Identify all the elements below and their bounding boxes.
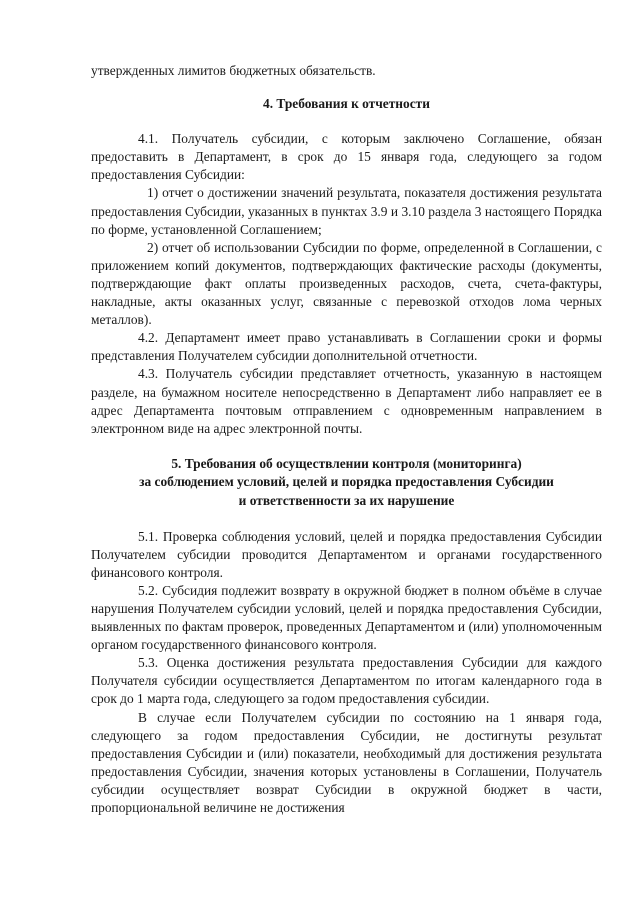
section-5-heading-line-1: 5. Требования об осуществлении контроля (мониторинга)	[171, 455, 522, 471]
paragraph-4-3: 4.3. Получатель субсидии представляет отчетность, указанную в настоящем разделе, на бумажном носителе непосредственно в Департамент либо направляет ее в адрес Департамента почтовым отправлением с одновременным направлением в электронном виде на адрес электронной почты.	[91, 366, 602, 436]
paragraph-4-1: 4.1. Получатель субсидии, с которым заключено Соглашение, обязан предоставить в Департамент, в срок до 15 января года, следующего за годом предоставления Субсидии:	[91, 131, 602, 183]
paragraph-5-1: 5.1. Проверка соблюдения условий, целей и порядка предоставления Субсидии Получателем субсидии проводится Департаментом и органами государственного финансового контроля.	[91, 528, 602, 580]
list-item-2: 2) отчет об использовании Субсидии по форме, определенной в Соглашении, с приложением копий документов, подтверждающих фактические расходы (документы, подтверждающие факт оплаты произведенных расходов, счета, счета-фактуры, накладные, акты оказанных услуг, связанные с перевозкой отходов лома черных металлов).	[91, 239, 602, 328]
section-5-heading-line-2: за соблюдением условий, целей и порядка предоставления Субсидии	[139, 474, 554, 490]
list-item-1: 1) отчет о достижении значений результата, показателя достижения результата предоставления Субсидии, указанных в пунктах 3.9 и 3.10 раздела 3 настоящего Порядка по форме, установленной Соглашением;	[91, 185, 602, 237]
section-5-heading-line-3: и ответственности за их нарушение	[238, 492, 455, 508]
paragraph-5-3: 5.3. Оценка достижения результата предоставления Субсидии для каждого Получателя субсидии осуществляется Департаментом по итогам календарного года в срок до 1 марта года, следующего за годом предоставления субсидии.	[91, 655, 602, 707]
paragraph-case: В случае если Получателем субсидии по состоянию на 1 января года, следующего за годом предоставления Субсидии, не достигнуты результат предоставления Субсидии и (или) показатели, необходимый для достижения результата предоставления Субсидии, значения которых установлены в Соглашении, Получатель субсидии осуществляет возврат Субсидии в окружной бюджет в части, пропорциональной величине не достижения	[91, 709, 602, 815]
paragraph-5-2: 5.2. Субсидия подлежит возврату в окружной бюджет в полном объёме в случае нарушения Получателем субсидии условий, целей и порядка предоставления Субсидии, выявленных по фактам проверок, проведенных Департаментом и (или) уполномоченным органом государственного финансового контроля.	[91, 582, 602, 653]
section-4-heading: 4. Требования к отчетности	[263, 96, 430, 112]
paragraph-4-2: 4.2. Департамент имеет право устанавливать в Соглашении сроки и формы представления Получателем субсидии дополнительной отчетности.	[91, 330, 602, 364]
intro-line: утвержденных лимитов бюджетных обязательств.	[91, 63, 376, 78]
document-page	[91, 62, 602, 817]
section-5-heading	[91, 455, 602, 511]
